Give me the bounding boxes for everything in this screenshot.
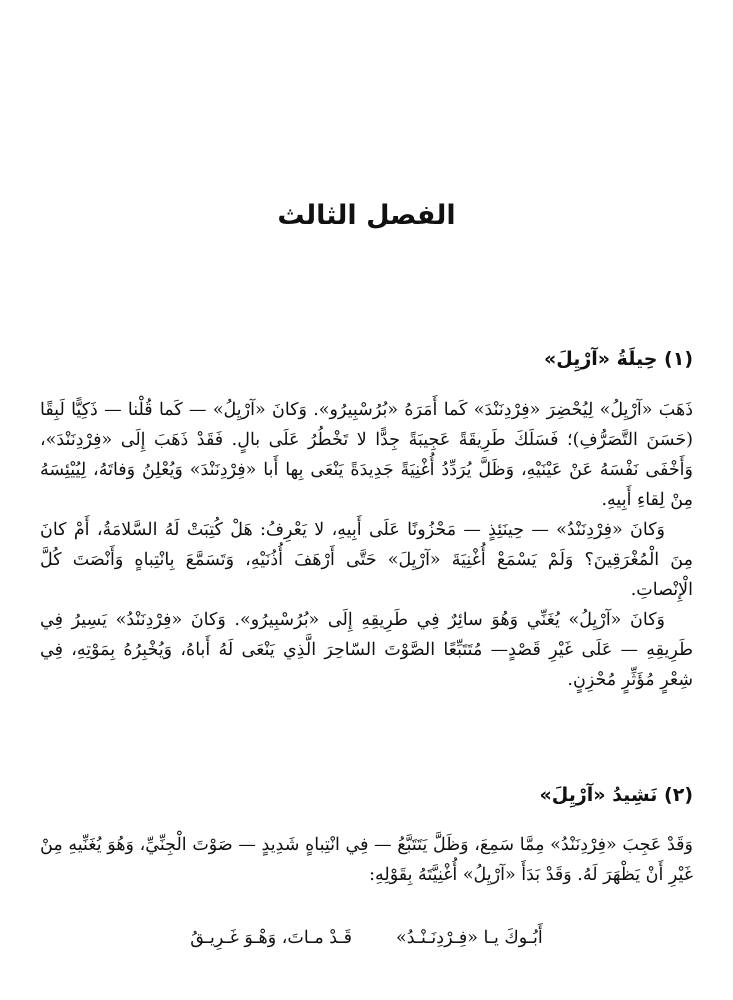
poem-verse [0, 928, 733, 948]
section-heading-1: (١) حِيلَةُ «آرْيِلَ» [543, 348, 693, 370]
verse-hemistich-first: أَبُـوكَ يـا «فِـرْدِنَـنْـدُ» [395, 928, 543, 948]
section-heading-2: (٢) نَشِيدُ «آرْيِلَ» [539, 784, 693, 806]
chapter-title: الفصل الثالث [277, 200, 456, 231]
paragraph: وَكانَ «فِرْدِنَنْدُ» — حِينَئِذٍ — مَحْزُونًا عَلَى أَبِيهِ، لا يَعْرِفُ: هَلْ كُتِبَتْ لَهُ السَّلامَةُ، أَمْ كانَ مِنَ الْمُغْرَقِينَ؟ وَلَمْ يَسْمَعْ أُغْنِيَةَ «آرْيِلَ» حَتَّى أَرْهَفَ أُذُنَيْهِ، وَتَسَمَّعَ بِانْتِباهٍ وَأَنْصَتَ كُلَّ الْإِنْصاتِ. [40, 520, 693, 600]
paragraph: ذَهَبَ «آرْيِلُ» لِيُحْضِرَ «فِرْدِنَنْدَ» كَما أَمَرَهُ «بُرُسْبِيرُو». وَكانَ «آرْيِلُ» — كَما قُلْنا — ذَكِيًّا لَبِقًا (حَسَنَ التَّصَرُّفِ)؛ فَسَلَكَ طَرِيقَةً عَجِيبَةً جِدًّا لا تَخْطُرُ عَلَى بالٍ. فَقَدْ ذَهَبَ إِلَى «فِرْدِنَنْدَ»، وَأَخْفَى نَفْسَهُ عَنْ عَيْنَيْهِ، وَظَلَّ يُرَدِّدُ أُغْنِيَةً جَدِيدَةً يَنْعَى بِها أَبا «فِرْدِنَنْدَ» وَيُعْلِنُ وَفاتَهُ، لِيُيْئِسَهُ مِنْ لِقاءِ أَبِيهِ. [40, 400, 693, 510]
section-2-body [40, 830, 693, 890]
paragraph: وَقَدْ عَجِبَ «فِرْدِنَنْدُ» مِمَّا سَمِعَ، وَظَلَّ يَتَتَبَّعُ — فِي انْتِباهٍ شَدِيدٍ — صَوْتَ الْجِنِّيِّ، وَهُوَ يُغَنِّيهِ مِنْ غَيْرِ أَنْ يَظْهَرَ لَهُ. وَقَدْ بَدَأَ «آرْيِلُ» أُغْنِيَّتَهُ بِقَوْلِهِ: [40, 835, 693, 885]
verse-hemistich-second: قَـدْ مـاتَ، وَهْـوَ غَـرِيـقُ [190, 928, 352, 948]
paragraph: وَكانَ «آرْيِلُ» يُغَنِّي وَهُوَ سائِرٌ فِي طَرِيقِهِ إِلَى «بُرُسْبِيرُو». وَكانَ «فِرْدِنَنْدُ» يَسِيرُ فِي طَرِيقِهِ — عَلَى غَيْرِ قَصْدٍ— مُتَتَبِّعًا الصَّوْتَ السّاحِرَ الَّذِي يَنْعَى لَهُ أَباهُ، وَيُخْبِرُهُ بِمَوْتِهِ، فِي شِعْرٍ مُؤَثِّرٍ مُحْزِنٍ. [40, 610, 693, 690]
section-1-body [40, 395, 693, 695]
